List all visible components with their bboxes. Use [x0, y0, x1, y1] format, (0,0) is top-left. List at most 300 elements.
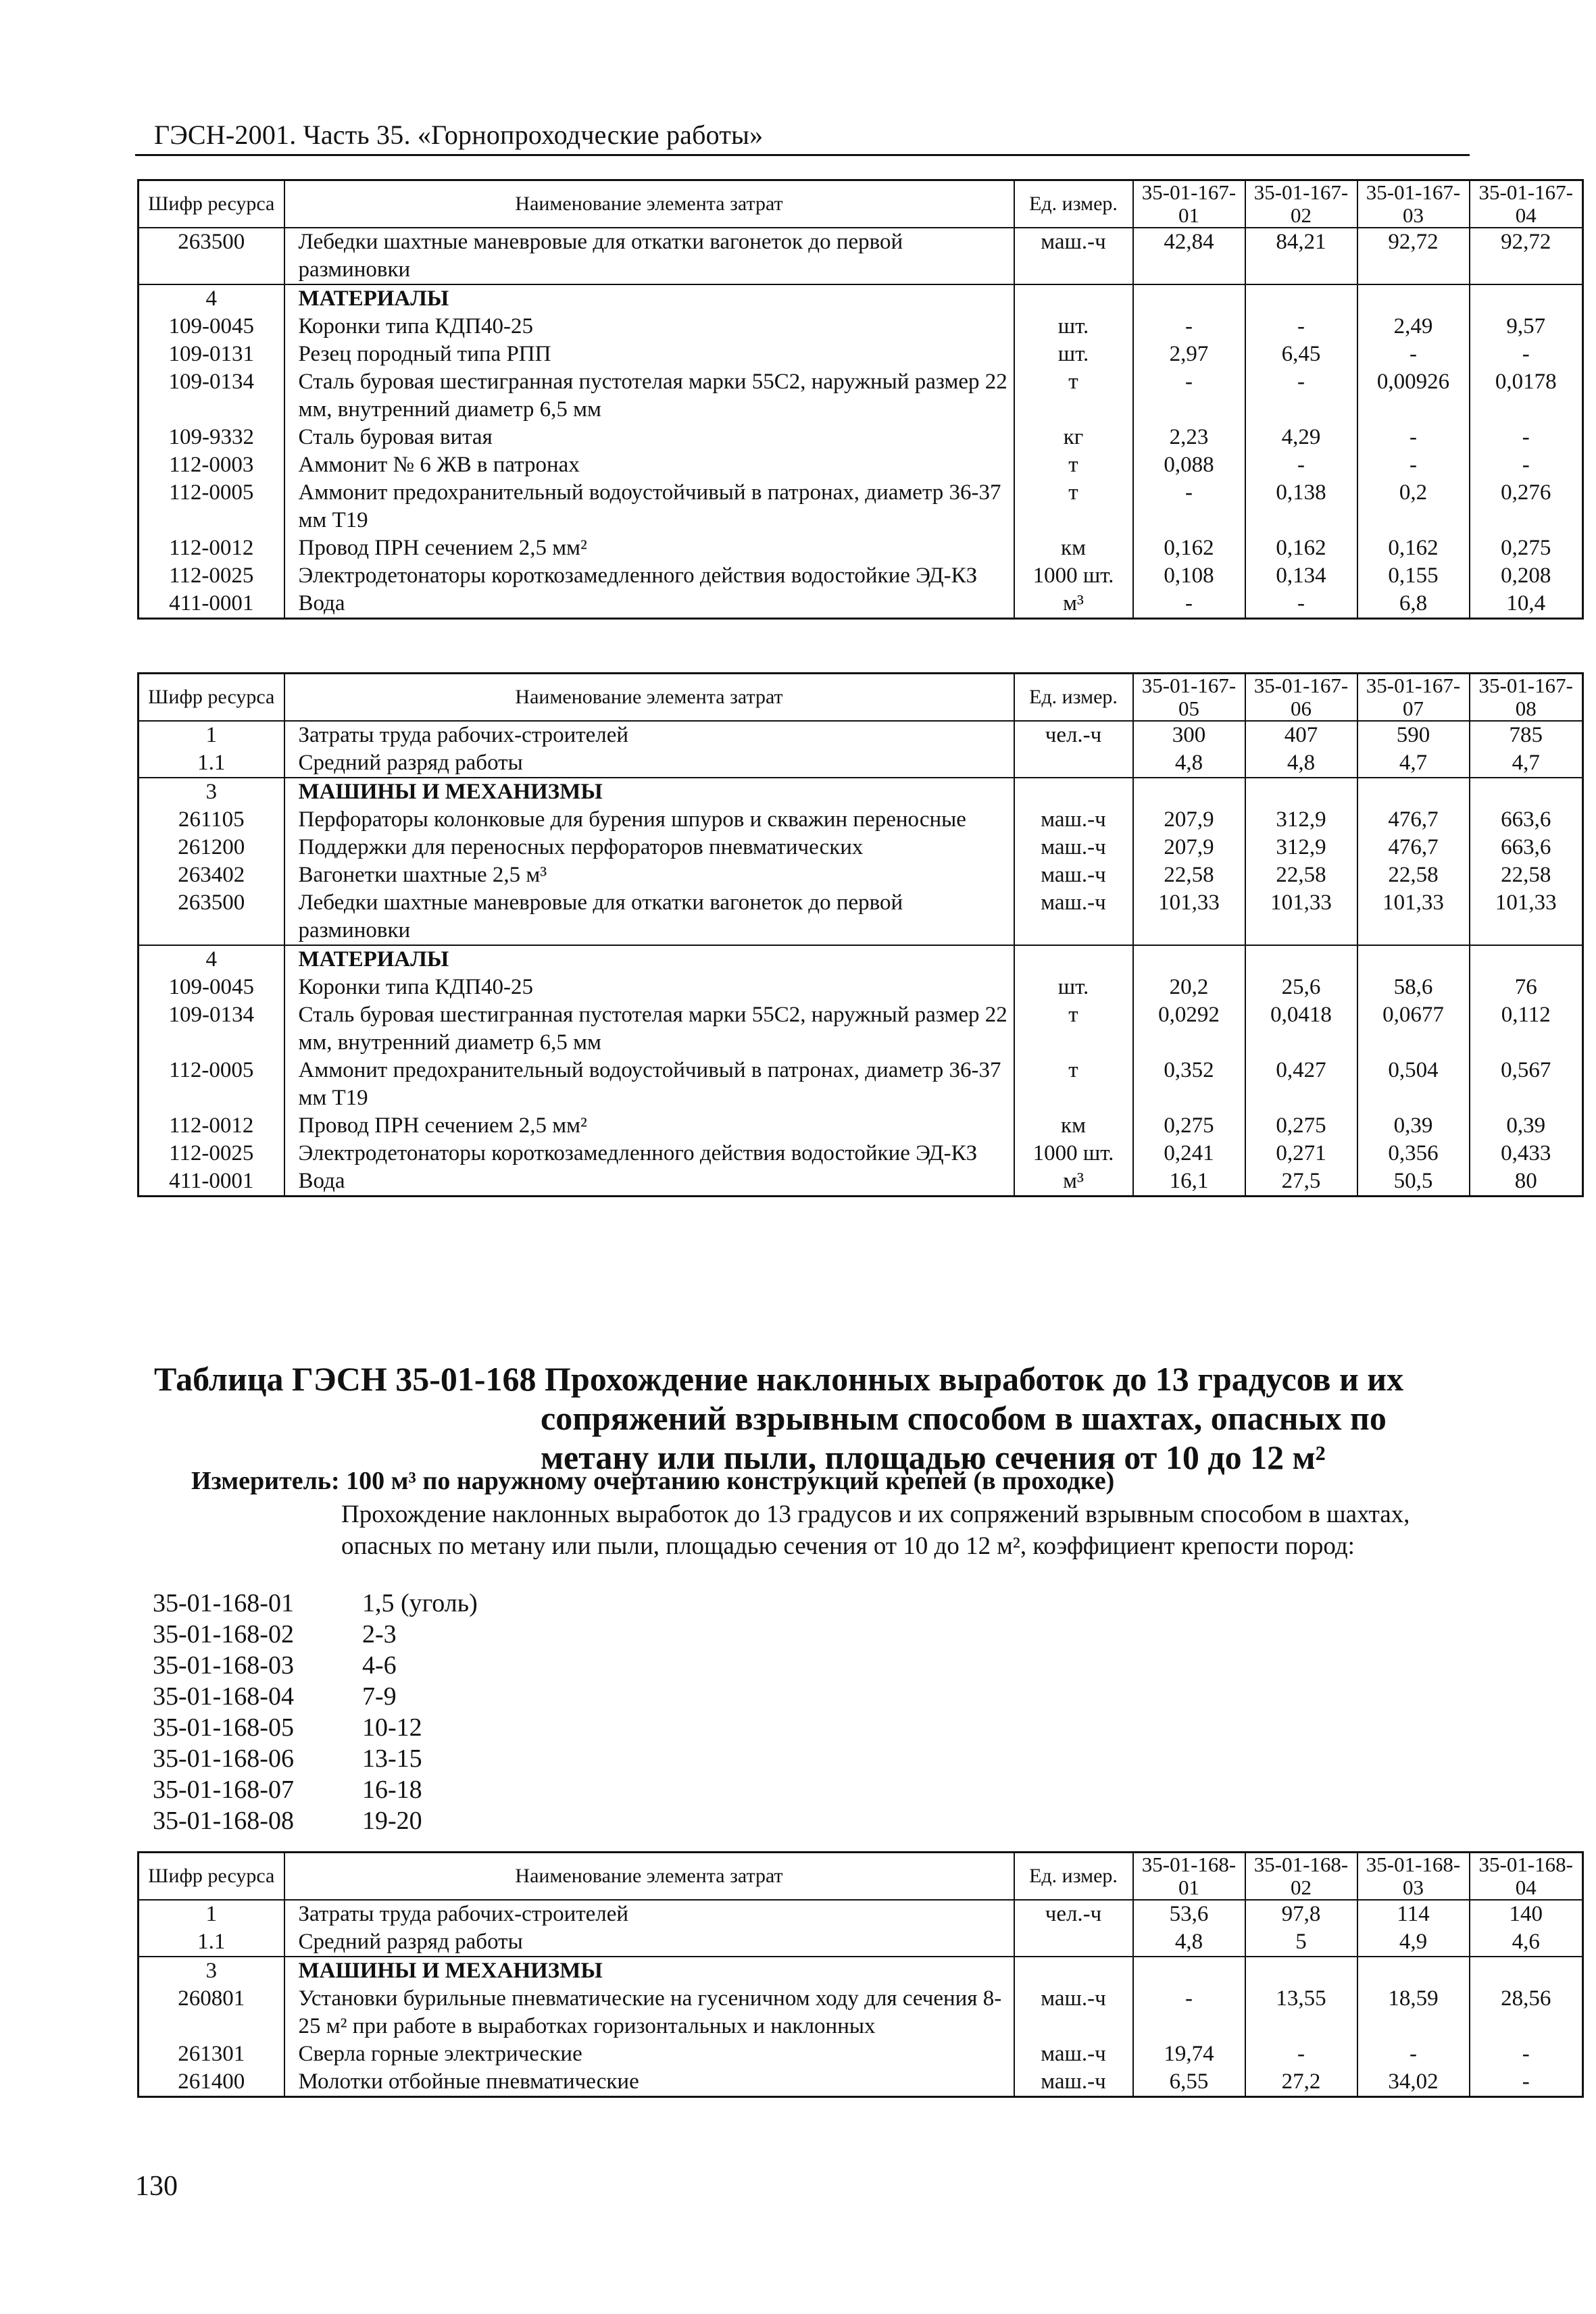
table-row — [139, 974, 1583, 1001]
variant-code: 35-01-168-05 — [153, 1713, 294, 1742]
cell-value: 101,33 — [1133, 889, 1245, 945]
cell-value: 300 — [1133, 721, 1245, 749]
cell-value: 0,275 — [1470, 534, 1583, 562]
cell-value: 407 — [1245, 721, 1357, 749]
variant-row — [153, 1712, 478, 1743]
variant-row — [153, 1774, 478, 1805]
table-row — [139, 834, 1583, 861]
measure-unit: Измеритель: 100 м³ по наружному очертанию конструкций крепей (в проходке) — [191, 1467, 1115, 1495]
cell-unit: шт. — [1014, 974, 1133, 1001]
cell-name: Сталь буровая шестигранная пустотелая марки 55С2, наружный размер 22 мм, внутренний диаметр 6,5 мм — [284, 1001, 1014, 1057]
cell-name: Средний разряд работы — [284, 749, 1014, 778]
variant-row — [153, 1681, 478, 1712]
header-name: Наименование элемента затрат — [284, 674, 1014, 722]
cell-code: 261301 — [139, 2040, 284, 2068]
variant-code: 35-01-168-04 — [153, 1682, 294, 1711]
cell-unit: маш.-ч — [1014, 834, 1133, 861]
cell-value: 4,7 — [1470, 749, 1583, 778]
table-row — [139, 1057, 1583, 1112]
cell-unit: маш.-ч — [1014, 806, 1133, 834]
cell-value: 0,162 — [1133, 534, 1245, 562]
cell-unit: т — [1014, 479, 1133, 534]
table-row — [139, 341, 1583, 368]
cell-value: 0,427 — [1245, 1057, 1357, 1112]
table-row — [139, 1001, 1583, 1057]
cell-name: Провод ПРН сечением 2,5 мм² — [284, 1112, 1014, 1140]
table-row — [139, 562, 1583, 590]
table-row — [139, 1928, 1583, 1957]
cell-value: 0,112 — [1470, 1001, 1583, 1057]
header-variant: 35-01-167-02 — [1245, 180, 1357, 228]
header-code: Шифр ресурса — [139, 1853, 284, 1901]
cell-code: 263402 — [139, 861, 284, 889]
cell-value: 0,108 — [1133, 562, 1245, 590]
cell-code: 3 — [139, 1957, 284, 1985]
cell-name: МАТЕРИАЛЫ — [284, 284, 1014, 313]
cell-code: 4 — [139, 945, 284, 974]
table-header-row — [139, 674, 1583, 722]
cell-value: 10,4 — [1470, 590, 1583, 619]
cell-code: 112-0025 — [139, 562, 284, 590]
cell-code: 109-9332 — [139, 424, 284, 451]
table-168-title-line1: Таблица ГЭСН 35-01-168 Прохождение наклонных выработок до 13 градусов и их — [154, 1360, 1404, 1398]
cell-name: Лебедки шахтные маневровые для откатки вагонеток до первой разминовки — [284, 228, 1014, 284]
cell-value: 101,33 — [1470, 889, 1583, 945]
header-variant: 35-01-168-03 — [1357, 1853, 1470, 1901]
cell-unit — [1014, 284, 1133, 313]
cell-name: Лебедки шахтные маневровые для откатки вагонеток до первой разминовки — [284, 889, 1014, 945]
resource-table-168-01-04 — [137, 1851, 1584, 2098]
table-row — [139, 228, 1583, 284]
cell-value: 0,162 — [1245, 534, 1357, 562]
cell-value: 140 — [1470, 1900, 1583, 1928]
variant-code: 35-01-168-07 — [153, 1776, 294, 1804]
cell-unit: маш.-ч — [1014, 1985, 1133, 2040]
table-row — [139, 1900, 1583, 1928]
table-row — [139, 1985, 1583, 2040]
cell-value: 42,84 — [1133, 228, 1245, 284]
cell-unit — [1014, 945, 1133, 974]
header-name: Наименование элемента затрат — [284, 1853, 1014, 1901]
cell-code: 261200 — [139, 834, 284, 861]
cell-value: 0,134 — [1245, 562, 1357, 590]
cell-code: 112-0005 — [139, 479, 284, 534]
cell-name: Аммонит предохранительный водоустойчивый в патронах, диаметр 36-37 мм Т19 — [284, 479, 1014, 534]
cell-name: Провод ПРН сечением 2,5 мм² — [284, 534, 1014, 562]
cell-value: - — [1470, 2068, 1583, 2097]
cell-value: 0,276 — [1470, 479, 1583, 534]
cell-code: 261400 — [139, 2068, 284, 2097]
cell-value — [1357, 284, 1470, 313]
cell-name: Вода — [284, 1167, 1014, 1197]
table-row — [139, 313, 1583, 341]
cell-value: 4,8 — [1245, 749, 1357, 778]
cell-unit — [1014, 1957, 1133, 1985]
cell-value: 0,0178 — [1470, 368, 1583, 424]
cell-value: 0,088 — [1133, 451, 1245, 479]
cell-value — [1133, 284, 1245, 313]
table-header-row — [139, 180, 1583, 228]
cell-value: 0,352 — [1133, 1057, 1245, 1112]
cell-code: 1 — [139, 1900, 284, 1928]
cell-value: 4,8 — [1133, 1928, 1245, 1957]
cell-value: 101,33 — [1357, 889, 1470, 945]
cell-value: - — [1245, 451, 1357, 479]
cell-name: Установки бурильные пневматические на гусеничном ходу для сечения 8-25 м² при работе в выработках горизонтальных и наклонных — [284, 1985, 1014, 2040]
cell-value: 6,45 — [1245, 341, 1357, 368]
cell-value: 0,275 — [1245, 1112, 1357, 1140]
cell-value — [1357, 1957, 1470, 1985]
cell-value: 84,21 — [1245, 228, 1357, 284]
cell-value: 34,02 — [1357, 2068, 1470, 2097]
page-number: 130 — [135, 2171, 178, 2202]
table-row — [139, 368, 1583, 424]
cell-value: 4,9 — [1357, 1928, 1470, 1957]
cell-value: 0,00926 — [1357, 368, 1470, 424]
cell-value: - — [1357, 341, 1470, 368]
table-row — [139, 749, 1583, 778]
table-168-title — [154, 1359, 1472, 1477]
cell-value: 4,8 — [1133, 749, 1245, 778]
cell-code: 109-0131 — [139, 341, 284, 368]
cell-unit: м³ — [1014, 1167, 1133, 1197]
variant-value: 16-18 — [362, 1776, 422, 1804]
cell-value: 4,29 — [1245, 424, 1357, 451]
cell-value: 476,7 — [1357, 834, 1470, 861]
cell-value — [1357, 945, 1470, 974]
cell-unit: шт. — [1014, 341, 1133, 368]
header-unit: Ед. измер. — [1014, 180, 1133, 228]
cell-value — [1133, 1957, 1245, 1985]
cell-name: Затраты труда рабочих-строителей — [284, 1900, 1014, 1928]
header-variant: 35-01-167-03 — [1357, 180, 1470, 228]
header-variant: 35-01-167-04 — [1470, 180, 1583, 228]
cell-unit: маш.-ч — [1014, 889, 1133, 945]
cell-value: 27,5 — [1245, 1167, 1357, 1197]
table-row — [139, 1957, 1583, 1985]
cell-value — [1245, 284, 1357, 313]
cell-value: 2,49 — [1357, 313, 1470, 341]
cell-value: - — [1470, 451, 1583, 479]
cell-code: 1 — [139, 721, 284, 749]
resource-table-167-01-04 — [137, 179, 1584, 620]
cell-value: 207,9 — [1133, 806, 1245, 834]
table-row — [139, 1167, 1583, 1197]
cell-value — [1133, 945, 1245, 974]
cell-unit: т — [1014, 451, 1133, 479]
cell-name: Аммонит № 6 ЖВ в патронах — [284, 451, 1014, 479]
cell-value: - — [1357, 424, 1470, 451]
cell-name: Коронки типа КДП40-25 — [284, 313, 1014, 341]
cell-value: 80 — [1470, 1167, 1583, 1197]
table-168-title-line3: метану или пыли, площадью сечения от 10 до 12 м² — [541, 1438, 1326, 1476]
cell-unit: шт. — [1014, 313, 1133, 341]
cell-value: 0,356 — [1357, 1140, 1470, 1167]
cell-value: - — [1133, 368, 1245, 424]
cell-name: Сталь буровая шестигранная пустотелая марки 55С2, наружный размер 22 мм, внутренний диаметр 6,5 мм — [284, 368, 1014, 424]
variant-code: 35-01-168-08 — [153, 1807, 294, 1835]
cell-unit: маш.-ч — [1014, 2040, 1133, 2068]
table-row — [139, 778, 1583, 806]
cell-unit — [1014, 749, 1133, 778]
header-variant: 35-01-168-01 — [1133, 1853, 1245, 1901]
cell-name: Перфораторы колонковые для бурения шпуров и скважин переносные — [284, 806, 1014, 834]
cell-value: 6,55 — [1133, 2068, 1245, 2097]
cell-value: 76 — [1470, 974, 1583, 1001]
table-row — [139, 889, 1583, 945]
variant-value: 13-15 — [362, 1744, 422, 1773]
header-variant: 35-01-167-06 — [1245, 674, 1357, 722]
table-row — [139, 806, 1583, 834]
cell-value: 312,9 — [1245, 806, 1357, 834]
variant-code: 35-01-168-06 — [153, 1744, 294, 1773]
table-row — [139, 861, 1583, 889]
header-name: Наименование элемента затрат — [284, 180, 1014, 228]
cell-value: 22,58 — [1357, 861, 1470, 889]
variant-code: 35-01-168-02 — [153, 1620, 294, 1649]
cell-value — [1470, 284, 1583, 313]
page-header: ГЭСН-2001. Часть 35. «Горнопроходческие работы» — [154, 120, 764, 150]
cell-value: 97,8 — [1245, 1900, 1357, 1928]
cell-unit: маш.-ч — [1014, 2068, 1133, 2097]
cell-value: 2,97 — [1133, 341, 1245, 368]
cell-unit: маш.-ч — [1014, 228, 1133, 284]
cell-value: 20,2 — [1133, 974, 1245, 1001]
cell-code: 4 — [139, 284, 284, 313]
cell-value: 663,6 — [1470, 834, 1583, 861]
cell-value: 28,56 — [1470, 1985, 1583, 2040]
cell-name: Коронки типа КДП40-25 — [284, 974, 1014, 1001]
cell-name: Резец породный типа РПП — [284, 341, 1014, 368]
cell-code: 3 — [139, 778, 284, 806]
cell-value: 18,59 — [1357, 1985, 1470, 2040]
cell-code: 109-0045 — [139, 313, 284, 341]
cell-code: 411-0001 — [139, 1167, 284, 1197]
cell-value: 0,0292 — [1133, 1001, 1245, 1057]
cell-value — [1133, 778, 1245, 806]
cell-value: - — [1133, 590, 1245, 619]
cell-value: 50,5 — [1357, 1167, 1470, 1197]
cell-code: 1.1 — [139, 1928, 284, 1957]
cell-value: 663,6 — [1470, 806, 1583, 834]
cell-value: 4,6 — [1470, 1928, 1583, 1957]
cell-value: 92,72 — [1357, 228, 1470, 284]
variant-list — [153, 1588, 478, 1836]
cell-code: 112-0025 — [139, 1140, 284, 1167]
table-row — [139, 721, 1583, 749]
variant-row — [153, 1619, 478, 1650]
header-code: Шифр ресурса — [139, 674, 284, 722]
table-row — [139, 945, 1583, 974]
table-row — [139, 2040, 1583, 2068]
cell-code: 112-0005 — [139, 1057, 284, 1112]
cell-value: 19,74 — [1133, 2040, 1245, 2068]
table-row — [139, 1112, 1583, 1140]
cell-name: Затраты труда рабочих-строителей — [284, 721, 1014, 749]
table-row — [139, 424, 1583, 451]
variant-value: 7-9 — [362, 1682, 397, 1711]
cell-name: Аммонит предохранительный водоустойчивый в патронах, диаметр 36-37 мм Т19 — [284, 1057, 1014, 1112]
table-row — [139, 451, 1583, 479]
cell-value: 22,58 — [1470, 861, 1583, 889]
table-168-description: Прохождение наклонных выработок до 13 градусов и их сопряжений взрывным способом в шахтах, опасных по метану или пыли, площадью сечения от 10 до 12 м², коэффициент крепости пород: — [341, 1501, 1410, 1560]
cell-unit: 1000 шт. — [1014, 562, 1133, 590]
cell-value: 0,504 — [1357, 1057, 1470, 1112]
cell-value: 312,9 — [1245, 834, 1357, 861]
cell-value: - — [1245, 313, 1357, 341]
cell-value: - — [1133, 1985, 1245, 2040]
cell-unit: 1000 шт. — [1014, 1140, 1133, 1167]
header-variant: 35-01-167-07 — [1357, 674, 1470, 722]
cell-code: 263500 — [139, 228, 284, 284]
cell-value: 0,275 — [1133, 1112, 1245, 1140]
cell-value: 590 — [1357, 721, 1470, 749]
cell-value: 53,6 — [1133, 1900, 1245, 1928]
cell-value: 0,2 — [1357, 479, 1470, 534]
cell-value: 22,58 — [1133, 861, 1245, 889]
cell-value — [1245, 778, 1357, 806]
cell-value: 0,162 — [1357, 534, 1470, 562]
variant-value: 4-6 — [362, 1651, 397, 1680]
cell-value: - — [1245, 590, 1357, 619]
cell-unit: чел.-ч — [1014, 721, 1133, 749]
cell-value: - — [1470, 424, 1583, 451]
cell-value: 25,6 — [1245, 974, 1357, 1001]
cell-name: Молотки отбойные пневматические — [284, 2068, 1014, 2097]
cell-unit: маш.-ч — [1014, 861, 1133, 889]
variant-code: 35-01-168-03 — [153, 1651, 294, 1680]
cell-code: 112-0012 — [139, 534, 284, 562]
table-row — [139, 284, 1583, 313]
cell-name: Электродетонаторы короткозамедленного действия водостойкие ЭД-КЗ — [284, 562, 1014, 590]
cell-value: 0,271 — [1245, 1140, 1357, 1167]
cell-value: 4,7 — [1357, 749, 1470, 778]
cell-name: Поддержки для переносных перфораторов пневматических — [284, 834, 1014, 861]
cell-name: Электродетонаторы короткозамедленного действия водостойкие ЭД-КЗ — [284, 1140, 1014, 1167]
cell-code: 1.1 — [139, 749, 284, 778]
cell-code: 109-0134 — [139, 1001, 284, 1057]
cell-value: 0,39 — [1470, 1112, 1583, 1140]
variant-row — [153, 1805, 478, 1836]
header-variant: 35-01-168-02 — [1245, 1853, 1357, 1901]
cell-code: 261105 — [139, 806, 284, 834]
cell-value — [1470, 945, 1583, 974]
cell-value: 5 — [1245, 1928, 1357, 1957]
cell-name: Вагонетки шахтные 2,5 м³ — [284, 861, 1014, 889]
cell-code: 109-0045 — [139, 974, 284, 1001]
cell-unit — [1014, 778, 1133, 806]
table-row — [139, 479, 1583, 534]
cell-code: 263500 — [139, 889, 284, 945]
cell-value: 16,1 — [1133, 1167, 1245, 1197]
header-variant: 35-01-167-08 — [1470, 674, 1583, 722]
cell-value: 0,567 — [1470, 1057, 1583, 1112]
cell-value: 0,155 — [1357, 562, 1470, 590]
cell-value: - — [1357, 451, 1470, 479]
cell-value: 114 — [1357, 1900, 1470, 1928]
cell-value: - — [1245, 2040, 1357, 2068]
cell-value: 92,72 — [1470, 228, 1583, 284]
cell-unit: т — [1014, 1057, 1133, 1112]
variant-row — [153, 1650, 478, 1681]
cell-value: 13,55 — [1245, 1985, 1357, 2040]
cell-value: 0,433 — [1470, 1140, 1583, 1167]
cell-value: 0,138 — [1245, 479, 1357, 534]
cell-code: 109-0134 — [139, 368, 284, 424]
variant-value: 19-20 — [362, 1807, 422, 1835]
cell-value: 0,0677 — [1357, 1001, 1470, 1057]
cell-unit — [1014, 1928, 1133, 1957]
cell-name: МАШИНЫ И МЕХАНИЗМЫ — [284, 1957, 1014, 1985]
cell-value: 58,6 — [1357, 974, 1470, 1001]
cell-value — [1470, 1957, 1583, 1985]
cell-value: 0,208 — [1470, 562, 1583, 590]
resource-table-167-05-08 — [137, 672, 1584, 1197]
cell-value: 207,9 — [1133, 834, 1245, 861]
cell-value — [1245, 945, 1357, 974]
table-row — [139, 2068, 1583, 2097]
header-unit: Ед. измер. — [1014, 674, 1133, 722]
table-row — [139, 590, 1583, 619]
header-code: Шифр ресурса — [139, 180, 284, 228]
cell-value: 9,57 — [1470, 313, 1583, 341]
cell-value: 0,241 — [1133, 1140, 1245, 1167]
cell-value: 27,2 — [1245, 2068, 1357, 2097]
cell-value: 785 — [1470, 721, 1583, 749]
cell-value — [1470, 778, 1583, 806]
header-unit: Ед. измер. — [1014, 1853, 1133, 1901]
cell-unit: т — [1014, 1001, 1133, 1057]
table-row — [139, 534, 1583, 562]
cell-name: Сверла горные электрические — [284, 2040, 1014, 2068]
cell-unit: км — [1014, 534, 1133, 562]
variant-row — [153, 1588, 478, 1619]
cell-value — [1357, 778, 1470, 806]
variant-value: 1,5 (уголь) — [362, 1589, 478, 1617]
cell-unit: чел.-ч — [1014, 1900, 1133, 1928]
cell-unit: кг — [1014, 424, 1133, 451]
header-variant: 35-01-168-04 — [1470, 1853, 1583, 1901]
cell-value: 6,8 — [1357, 590, 1470, 619]
cell-name: Вода — [284, 590, 1014, 619]
cell-value: 101,33 — [1245, 889, 1357, 945]
cell-value: - — [1470, 341, 1583, 368]
cell-value — [1245, 1957, 1357, 1985]
cell-unit: т — [1014, 368, 1133, 424]
cell-code: 112-0012 — [139, 1112, 284, 1140]
cell-unit: м³ — [1014, 590, 1133, 619]
cell-value: 2,23 — [1133, 424, 1245, 451]
cell-name: МАТЕРИАЛЫ — [284, 945, 1014, 974]
cell-name: Средний разряд работы — [284, 1928, 1014, 1957]
cell-value: 0,0418 — [1245, 1001, 1357, 1057]
header-variant: 35-01-167-05 — [1133, 674, 1245, 722]
cell-unit: км — [1014, 1112, 1133, 1140]
cell-name: Сталь буровая витая — [284, 424, 1014, 451]
cell-value: - — [1470, 2040, 1583, 2068]
cell-value: - — [1357, 2040, 1470, 2068]
header-variant: 35-01-167-01 — [1133, 180, 1245, 228]
header-rule — [135, 154, 1470, 156]
cell-value: 22,58 — [1245, 861, 1357, 889]
cell-name: МАШИНЫ И МЕХАНИЗМЫ — [284, 778, 1014, 806]
cell-value: - — [1133, 313, 1245, 341]
cell-code: 112-0003 — [139, 451, 284, 479]
cell-value: - — [1245, 368, 1357, 424]
variant-value: 2-3 — [362, 1620, 397, 1649]
variant-row — [153, 1743, 478, 1774]
cell-value: 0,39 — [1357, 1112, 1470, 1140]
